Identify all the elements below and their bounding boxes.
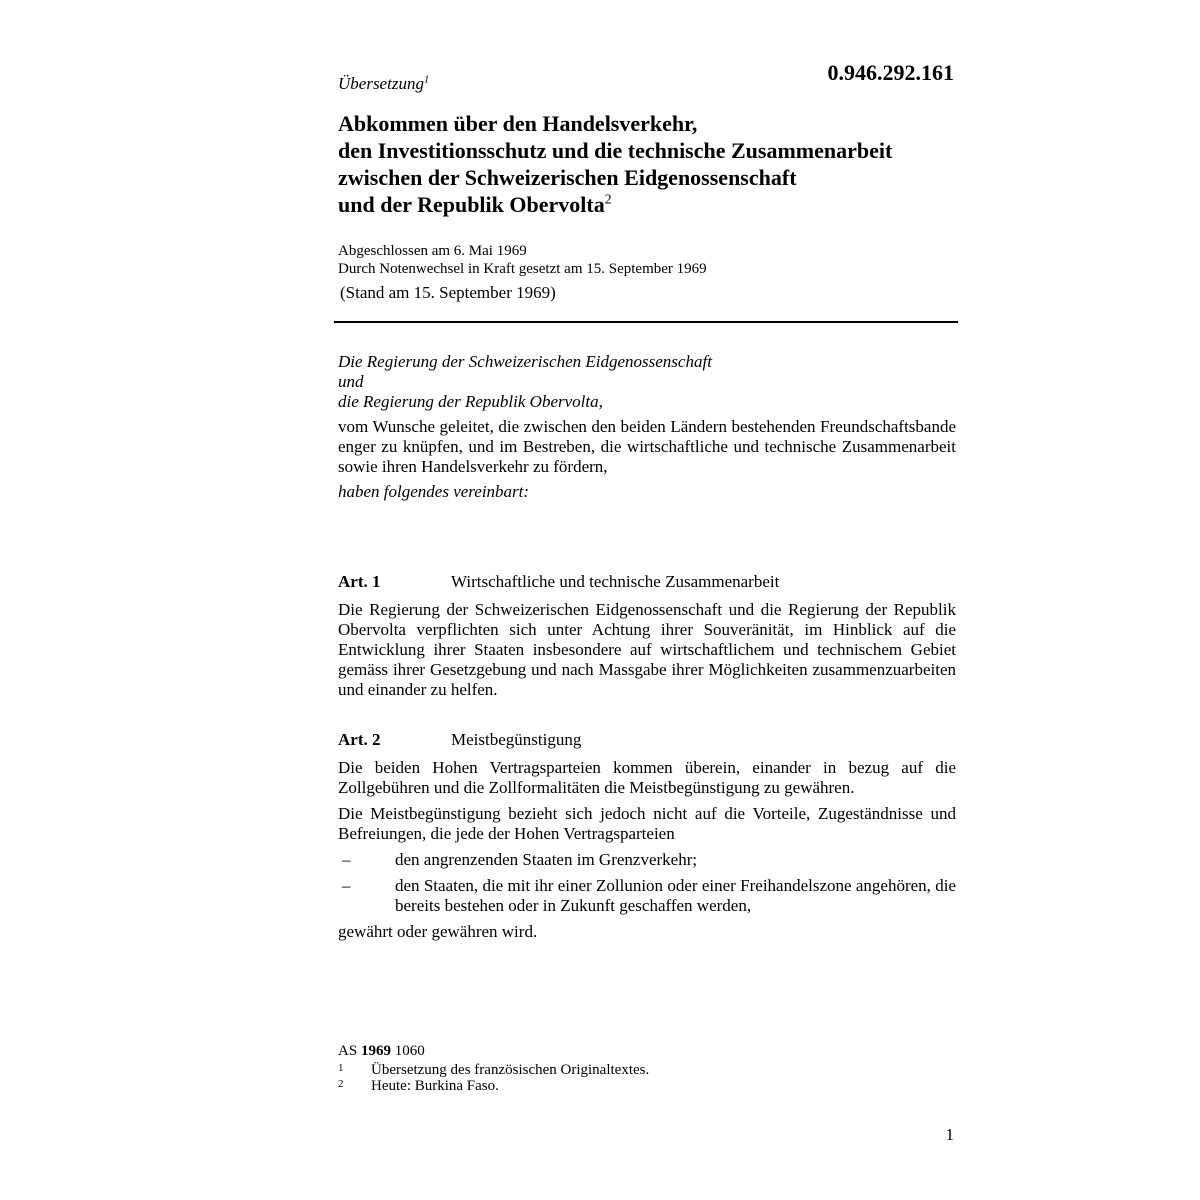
footer [338, 1043, 649, 1094]
dash-marker: – [342, 850, 351, 869]
footnote-ref-2: 2 [604, 191, 612, 207]
article-2-number: Art. 2 [338, 730, 381, 749]
title-line-2: den Investitionsschutz und die technische Zusammenarbeit [338, 138, 893, 163]
dash-marker: – [342, 876, 351, 895]
article-2-closing: gewährt oder gewähren wird. [338, 922, 538, 941]
list-item: – den angrenzenden Staaten im Grenzverkehr; [342, 850, 698, 869]
title-line-4: und der Republik Obervolta$^2$ [338, 191, 612, 217]
translation-label: Übersetzung$^1$ [338, 74, 430, 93]
list-item: – den Staaten, die mit ihr einer Zollunion oder einer Freihandelszone angehören, die bereits bestehen oder in Zukunft geschaffen werden, [342, 876, 956, 915]
article-1-body [338, 600, 956, 706]
page-number: 1 [945, 1125, 954, 1144]
article-2-body [338, 758, 956, 948]
document-meta [338, 242, 707, 278]
article-1-heading [338, 572, 779, 592]
header-divider [334, 321, 958, 323]
article-2-para-1: Die beiden Hohen Vertragsparteien kommen überein, einander in bezug auf die Zollgebühren und die Zollformalitäten die Meistbegünstigung zu gewähren. [338, 758, 956, 797]
article-1-text: Die Regierung der Schweizerischen Eidgenossenschaft und die Regierung der Republik Obervolta verpflichten sich unter Achtung ihrer Souveränität, im Hinblick auf die Entwicklung ihrer Staaten insbesondere auf wirtschaftlichem und technischem Gebiet gemäss ihrer Gesetzgebung und nach Massgabe ihrer Möglichkeiten zusammenzuarbeiten und einander zu helfen. [338, 600, 956, 699]
article-2-para-2: Die Meistbegünstigung bezieht sich jedoch nicht auf die Vorteile, Zugeständnisse und Befreiungen, die jede der Hohen Vertragsparteien [338, 804, 956, 843]
sr-number: 0.946.292.161 [827, 60, 954, 85]
article-1-number: Art. 1 [338, 572, 381, 591]
article-2-heading [338, 730, 581, 750]
document-title [338, 110, 978, 218]
footnote-1: 1 Übersetzung des französischen Originaltextes. [338, 1062, 650, 1078]
concluded-date: Abgeschlossen am 6. Mai 1969 [338, 243, 527, 259]
as-reference: AS 1969 1060 [338, 1043, 425, 1059]
title-line-1: Abkommen über den Handelsverkehr, [338, 111, 698, 136]
footnote-ref-1: 1 [423, 74, 430, 86]
footnote-2: 2 Heute: Burkina Faso. [338, 1078, 499, 1094]
preamble-and: und [338, 372, 364, 391]
article-2-title: Meistbegünstigung [451, 730, 582, 749]
preamble-agreed: haben folgendes vereinbart: [338, 482, 530, 501]
article-1-title: Wirtschaftliche und technische Zusammenarbeit [451, 572, 780, 591]
status-date: (Stand am 15. September 1969) [340, 283, 556, 302]
title-line-3: zwischen der Schweizerischen Eidgenossenschaft [338, 165, 797, 190]
preamble-party-2: die Regierung der Republik Obervolta, [338, 392, 603, 411]
in-force-date: Durch Notenwechsel in Kraft gesetzt am 15. September 1969 [338, 261, 707, 277]
preamble [338, 352, 956, 502]
preamble-text: vom Wunsche geleitet, die zwischen den beiden Ländern bestehenden Freundschaftsbande enger zu knüpfen, und im Bestreben, die wirtschaftliche und technische Zusammenarbeit sowie ihren Handelsverkehr zu fördern, [338, 417, 956, 476]
preamble-party-1: Die Regierung der Schweizerischen Eidgenossenschaft [338, 352, 712, 371]
